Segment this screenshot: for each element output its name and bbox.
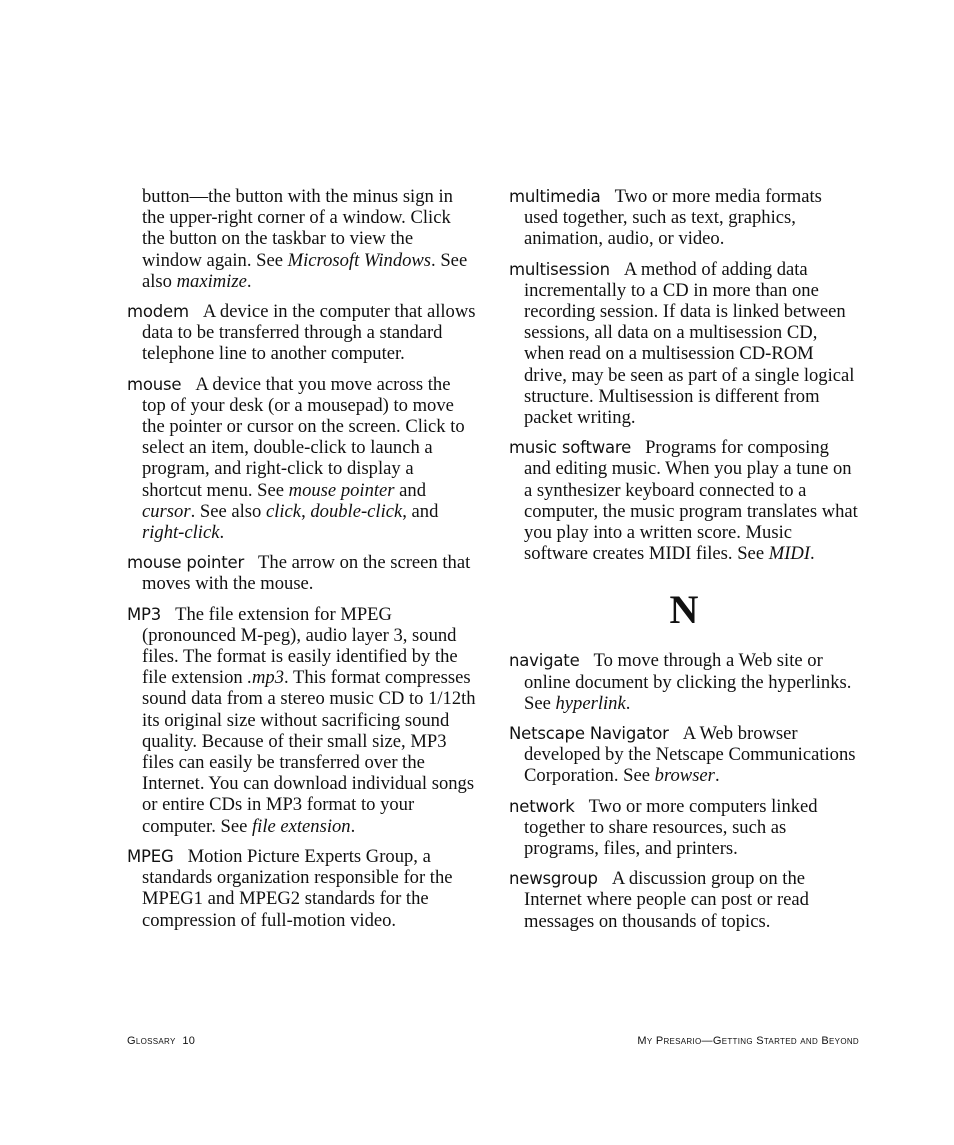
definition-text: button—the button with the minus sign in the upper-right corner of a window. Click the button on the taskbar to view the window again. See [142, 186, 453, 271]
glossary-term: mouse pointer [127, 553, 245, 573]
cross-reference: click [265, 500, 302, 522]
entry-mp3 [127, 604, 477, 837]
cross-reference: right-click [142, 522, 220, 544]
glossary-term: mouse [127, 374, 182, 394]
cross-reference: file extension [251, 815, 351, 837]
glossary-term: newsgroup [509, 869, 598, 889]
entry-modem [127, 301, 477, 365]
definition-text: , [301, 500, 311, 522]
footer-book-title: My Presario—Getting Started and Beyond [637, 1035, 859, 1047]
definition-text: A discussion group on the Internet where people can post or read messages on thousands of topics. [524, 868, 809, 932]
definition-text: Two or more computers linked together to share resources, such as programs, files, and printers. [524, 795, 818, 860]
definition-text: . [625, 692, 631, 714]
glossary-term: navigate [509, 651, 580, 671]
entry-multimedia [509, 186, 859, 250]
definition-text: and [394, 479, 427, 501]
entry-continuation [127, 186, 477, 292]
cross-reference: mouse pointer [288, 479, 395, 501]
definition-text: The file extension for MPEG (pronounced M-peg), audio layer 3, sound files. The format is easily identified by the file extension [142, 603, 458, 689]
glossary-term: Netscape Navigator [509, 724, 669, 744]
entry-navigate [509, 650, 859, 714]
entry-newsgroup [509, 868, 859, 932]
definition-text: The arrow on the screen that moves with the mouse. [142, 552, 471, 595]
glossary-term: MPEG [127, 846, 174, 866]
definition-text: . [350, 815, 356, 837]
entry-mouse-pointer [127, 552, 477, 594]
cross-reference: hyperlink [555, 692, 626, 714]
glossary-term: modem [127, 302, 189, 322]
definition-text: . [714, 765, 720, 787]
definition-text: A device in the computer that allows data to be transferred through a standard telephone line to another computer. [142, 301, 476, 365]
entry-netscape-navigator [509, 723, 859, 787]
cross-reference: cursor [142, 500, 191, 522]
entry-mpeg [127, 846, 477, 931]
definition-text: A Web browser developed by the Netscape Communications Corporation. See [524, 723, 856, 787]
glossary-term: network [509, 796, 575, 816]
cross-reference: double-click [310, 500, 403, 522]
cross-reference: Microsoft Windows [287, 249, 432, 271]
entry-mouse [127, 374, 477, 544]
cross-reference: browser [654, 765, 715, 787]
definition-text: . See also [142, 249, 468, 292]
definition-text: Motion Picture Experts Group, a standards organization responsible for the MPEG1 and MPEG2 standards for the compression of full-motion video. [142, 845, 453, 931]
right-column [509, 186, 859, 941]
footer-page-label: Glossary 10 [127, 1035, 196, 1047]
definition-text: . [810, 543, 815, 565]
glossary-term: music software [509, 438, 632, 458]
left-column [127, 186, 477, 940]
definition-text: . [246, 270, 252, 292]
entry-multisession [509, 259, 859, 429]
definition-text: A method of adding data incrementally to a CD in more than one recording session. If data is linked between sessions, all data on a multisession CD, when read on a multisession CD-ROM drive, may be seen as part of a single logical structure. Multisession is different from packet writing. [524, 258, 855, 429]
section-letter-heading: N [669, 587, 699, 633]
definition-text: To move through a Web site or online document by clicking the hyperlinks. See [524, 650, 852, 714]
entry-music-software [509, 437, 859, 564]
definition-text: Programs for composing and editing music. When you play a tune on a synthesizer keyboard connected to a computer, the music program translates what you play into a written score. Music software creates MIDI files. See [524, 437, 858, 565]
glossary-term: multisession [509, 259, 610, 279]
definition-text: . See also [190, 500, 266, 522]
definition-text: , and [402, 500, 439, 522]
entry-network [509, 796, 859, 860]
definition-text: Two or more media formats used together, such as text, graphics, animation, audio, or video. [524, 186, 822, 250]
definition-text: . This format compresses sound data from a stereo music CD to 1/12th its original size without sacrificing sound quality. Because of their small size, MP3 files can easily be transferred over the Internet. You can download individual songs or entire CDs in MP3 format to your computer. See [142, 667, 476, 837]
glossary-term: MP3 [127, 604, 162, 624]
cross-reference: MIDI [768, 543, 811, 565]
file-extension-text: .mp3 [247, 667, 285, 689]
definition-text: . [219, 522, 225, 544]
definition-text: A device that you move across the top of your desk (or a mousepad) to move the pointer or cursor on the screen. Click to select an item, double-click to launch a program, and right-click to display a shortcut menu. See [142, 373, 465, 501]
cross-reference: maximize [176, 270, 247, 292]
glossary-term: multimedia [509, 187, 601, 206]
